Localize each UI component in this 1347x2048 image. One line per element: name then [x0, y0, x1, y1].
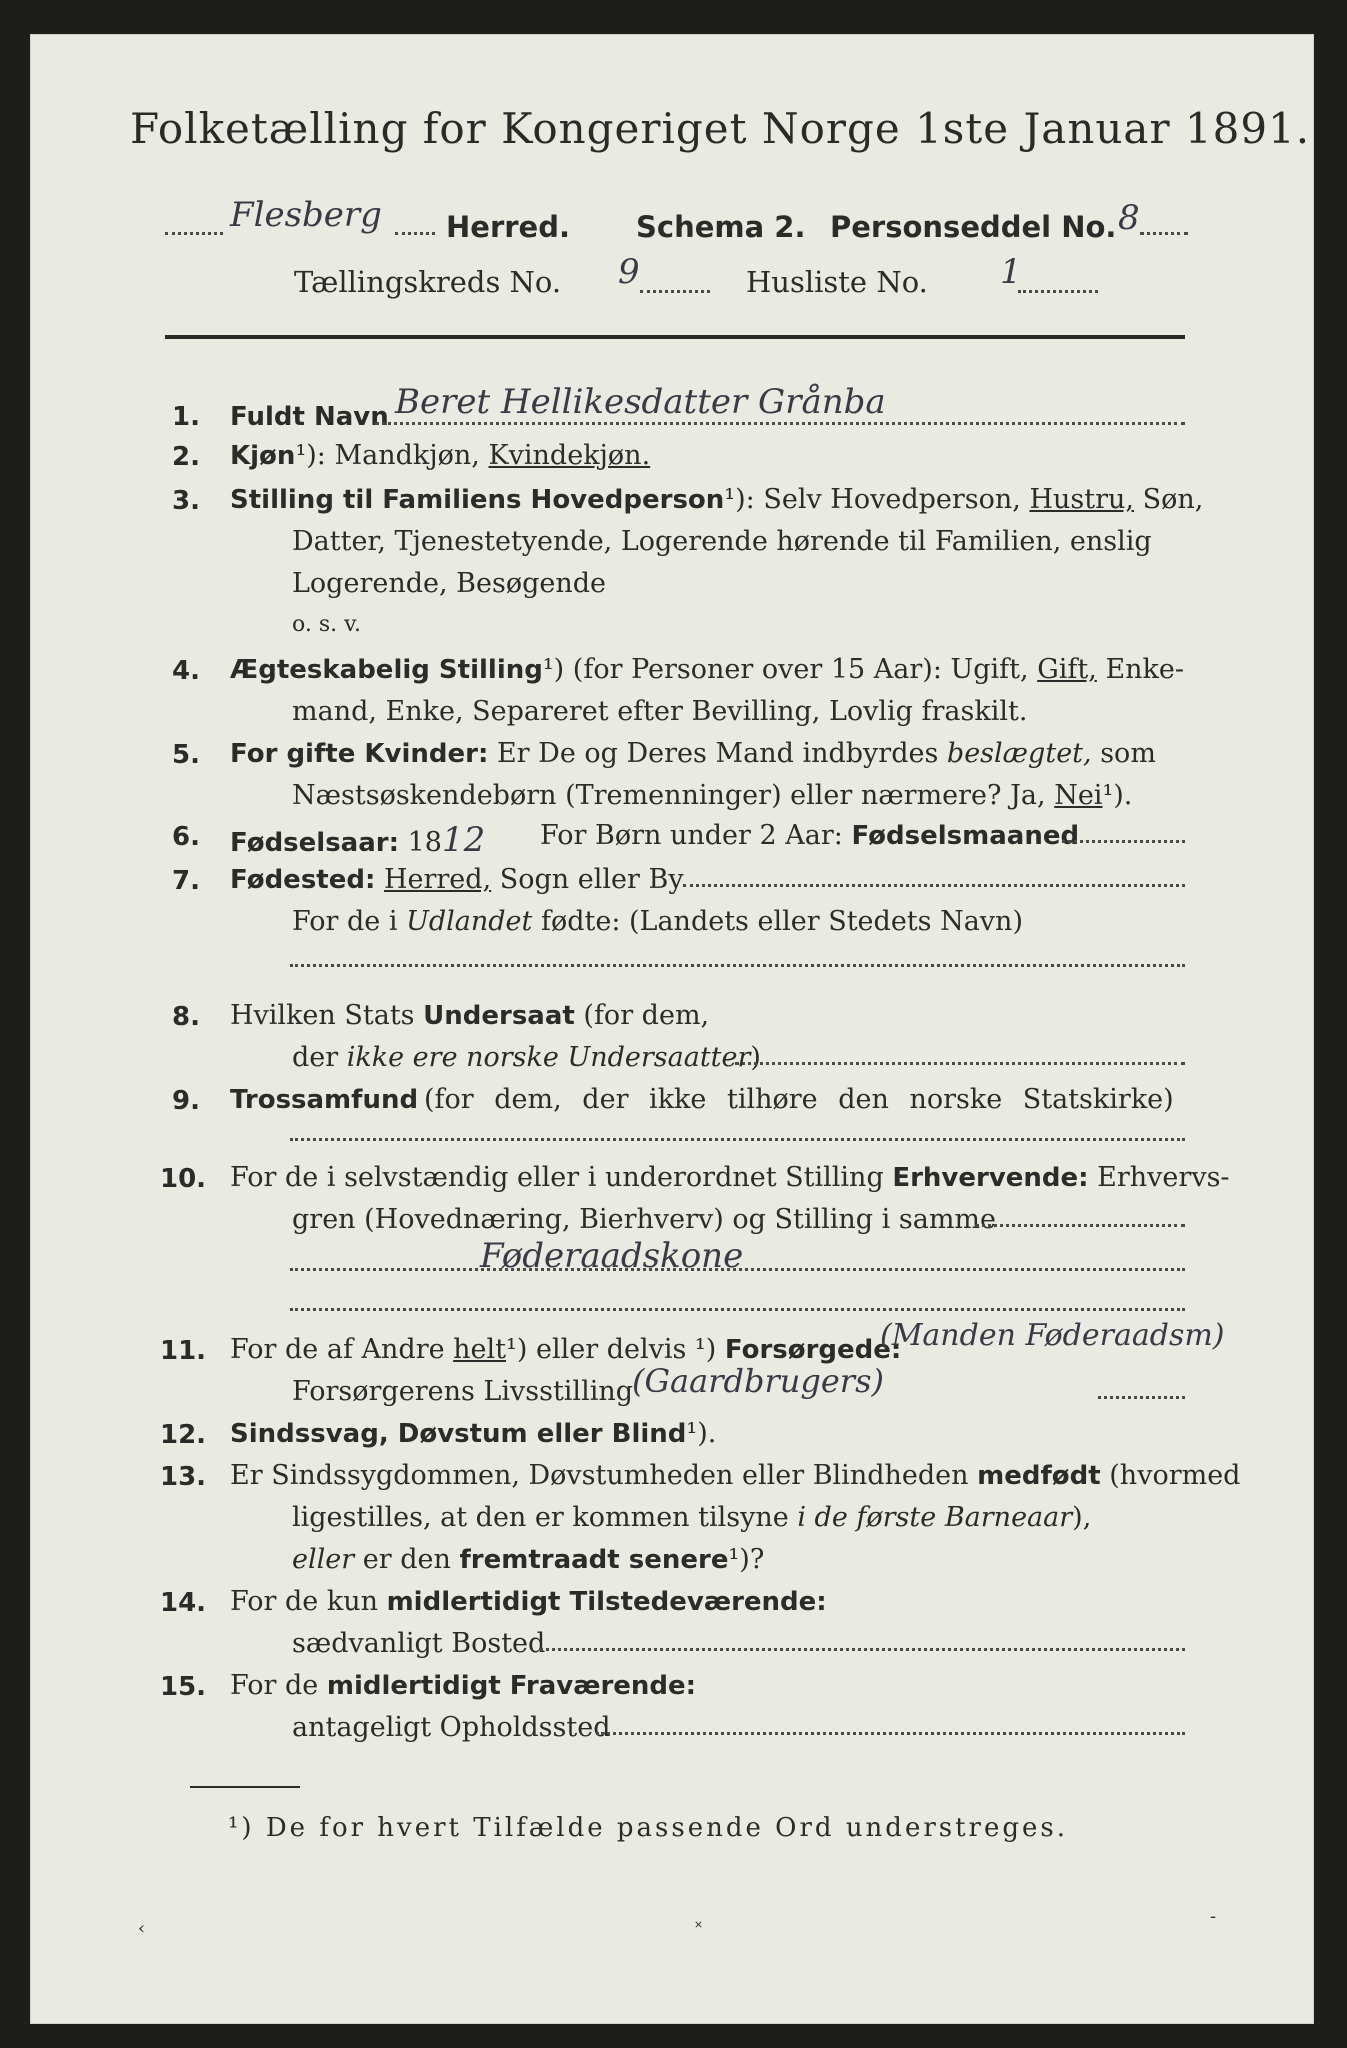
marital-status-text: ¹) (for Personer over 15 Aar): Ugift,: [542, 654, 1029, 685]
religion-text: (for dem, der ikke tilhøre den norske Statskirke): [424, 1084, 1174, 1115]
citizenship-text-italic: ikke ere norske Undersaatter: [346, 1042, 751, 1073]
herred-value: Flesberg: [230, 195, 382, 235]
birth-year-label: Fødselsaar:: [230, 828, 399, 858]
dotted-line: [975, 1224, 1185, 1227]
family-position-option: Søn,: [1142, 484, 1204, 515]
citizenship-text: Hvilken Stats: [230, 1000, 415, 1031]
kreds-value: 9: [618, 252, 640, 292]
marital-status-options: mand, Enke, Separeret efter Bevilling, Lovlig fraskilt.: [292, 696, 1028, 727]
married-women-question-italic: beslægtet,: [946, 738, 1092, 769]
sex-label: Kjøn: [230, 441, 296, 471]
dotted-line: [640, 290, 710, 293]
probable-residence-label: antageligt Opholdssted: [292, 1712, 611, 1743]
birthplace-option-herred: Herred,: [383, 864, 492, 895]
congenital-label: fremtraadt senere: [459, 1545, 729, 1575]
footnote-ref: ¹)?: [728, 1544, 765, 1575]
congenital-text: ligestilles, at den er kommen tilsyne: [292, 1502, 789, 1533]
item-number: 5.: [172, 740, 200, 770]
family-position-label: Stilling til Familiens Hovedperson: [230, 485, 725, 515]
item-number: 7.: [172, 866, 200, 896]
family-position-option-hustru: Hustru,: [1029, 484, 1134, 515]
congenital-text-italic: eller: [292, 1544, 355, 1575]
marital-option: Enke-: [1105, 654, 1184, 685]
footnote: ¹) De for hvert Tilfælde passende Ord understreges.: [228, 1813, 1069, 1843]
item-number: 6.: [172, 822, 200, 852]
dotted-line: [290, 1138, 1185, 1141]
sex-sup: ¹):: [295, 440, 326, 471]
occupation-text: gren (Hovednæring, Bierhverv) og Stilling i samme: [292, 1204, 997, 1235]
provider-occupation-label: Forsørgerens Livsstilling: [292, 1376, 634, 1407]
married-women-question: som: [1100, 738, 1156, 769]
married-women-label: For gifte Kvinder:: [230, 739, 489, 769]
page-mark: ‹: [138, 1918, 146, 1939]
item-number: 13.: [160, 1462, 207, 1492]
form-title: Folketælling for Kongeriget Norge 1ste Januar 1891.: [130, 104, 1311, 153]
dotted-line: [735, 1062, 1185, 1065]
dotted-line: [290, 1308, 1185, 1311]
married-women-question: Næstsøskendebørn (Tremenninger) eller nærmere? Ja,: [292, 780, 1046, 811]
dependency-text: For de af Andre: [230, 1334, 445, 1365]
full-name-value: Beret Hellikesdatter Grånba: [395, 382, 886, 422]
citizenship-text: der: [292, 1042, 339, 1073]
dotted-line: [1062, 840, 1185, 843]
temporary-present-text: For de kun: [230, 1586, 378, 1617]
family-position-sup: ¹):: [724, 484, 755, 515]
religion-label: Trossamfund: [230, 1085, 419, 1115]
usual-residence-label: sædvanligt Bosted: [292, 1628, 546, 1659]
birth-month-label: Fødselsmaaned: [851, 821, 1080, 851]
abroad-text: For de i: [292, 906, 398, 937]
abroad-text: fødte: (Landets eller Stedets Navn): [540, 906, 1023, 937]
dependency-label: Forsørgede:: [724, 1335, 902, 1365]
birth-year-prefix: 18: [407, 827, 442, 858]
item-number: 3.: [172, 486, 200, 516]
dotted-line: [165, 232, 223, 235]
provider-occupation-value: (Gaardbrugers): [632, 1362, 884, 1400]
answer-nei: Nei: [1054, 780, 1103, 811]
item-number: 9.: [172, 1086, 200, 1116]
occupation-text: Erhvervs-: [1097, 1162, 1230, 1193]
dependency-option-helt: helt: [453, 1334, 507, 1365]
full-name-label: Fuldt Navn: [230, 402, 389, 432]
congenital-label: medfødt: [977, 1461, 1101, 1491]
congenital-text: (hvormed: [1109, 1460, 1241, 1491]
header-divider: [165, 335, 1185, 339]
citizenship-text: ): [750, 1042, 761, 1073]
dotted-line: [375, 422, 1185, 425]
footnote-divider: [190, 1786, 300, 1788]
birthplace-label: Fødested:: [230, 865, 376, 895]
citizenship-label: Undersaat: [423, 1001, 575, 1031]
item-number: 10.: [160, 1164, 207, 1194]
temporary-absent-label: midlertidigt Fraværende:: [326, 1671, 697, 1701]
birth-year-value: 12: [441, 820, 486, 860]
occupation-text: For de i selvstændig eller i underordnet Stilling: [230, 1162, 884, 1193]
occupation-value: Føderaadskone: [480, 1236, 744, 1276]
dotted-line: [596, 1732, 1185, 1735]
dotted-line: [1140, 232, 1188, 235]
family-position-etc: o. s. v.: [292, 612, 361, 637]
congenital-text: Er Sindssygdommen, Døvstumheden eller Blindheden: [230, 1460, 969, 1491]
item-number: 15.: [160, 1672, 207, 1702]
item-number: 2.: [172, 442, 200, 472]
item-number: 8.: [172, 1002, 200, 1032]
dependency-value: (Manden Føderaadsm): [880, 1318, 1225, 1353]
birthplace-options: Sogn eller By: [499, 864, 684, 895]
marital-option-gift: Gift,: [1037, 654, 1097, 685]
item-number: 4.: [172, 656, 200, 686]
dotted-line: [1098, 1396, 1185, 1399]
family-position-options: Datter, Tjenestetyende, Logerende hørende til Familien, enslig: [292, 526, 1152, 557]
sex-option-male: Mandkjøn,: [334, 440, 480, 471]
herred-label: Herred.: [446, 210, 570, 244]
citizenship-text: (for dem,: [583, 1000, 710, 1031]
occupation-label: Erhvervende:: [892, 1163, 1089, 1193]
congenital-text: er den: [362, 1544, 451, 1575]
marital-status-label: Ægteskabelig Stilling: [230, 655, 543, 685]
item-number: 12.: [160, 1420, 207, 1450]
husliste-label: Husliste No.: [746, 265, 928, 299]
dotted-line: [683, 884, 1185, 887]
kreds-label: Tællingskreds No.: [294, 265, 562, 299]
abroad-text-italic: Udlandet: [406, 906, 533, 937]
page-mark: ˟: [695, 1918, 702, 1939]
dotted-line: [540, 1648, 1185, 1651]
congenital-text: ),: [1072, 1502, 1092, 1533]
married-women-question: Er De og Deres Mand indbyrdes: [496, 738, 939, 769]
footnote-ref: ¹).: [686, 1418, 717, 1449]
item-number: 1.: [172, 402, 200, 432]
temporary-absent-text: For de: [230, 1670, 319, 1701]
congenital-text-italic: i de første Barneaar: [797, 1502, 1073, 1533]
item-number: 14.: [160, 1588, 207, 1618]
infant-text: For Børn under 2 Aar:: [540, 820, 843, 851]
husliste-value: 1: [1000, 252, 1022, 292]
dotted-line: [290, 964, 1185, 967]
item-number: 11.: [160, 1336, 207, 1366]
family-position-option: Selv Hovedperson,: [763, 484, 1021, 515]
family-position-options: Logerende, Besøgende: [292, 568, 606, 599]
schema-label: Schema 2.: [636, 210, 806, 244]
personseddel-label: Personseddel No.: [830, 210, 1117, 244]
dotted-line: [395, 232, 435, 235]
dotted-line: [1018, 290, 1098, 293]
dotted-line: [290, 1268, 1185, 1271]
dependency-text: ¹) eller delvis ¹): [506, 1334, 717, 1365]
sex-option-female: Kvindekjøn.: [488, 440, 651, 471]
page-mark: ‐: [1210, 1906, 1217, 1927]
disability-label: Sindssvag, Døvstum eller Blind: [230, 1419, 687, 1449]
temporary-present-label: midlertidigt Tilstedeværende:: [386, 1587, 827, 1617]
footnote-ref: ¹).: [1102, 780, 1133, 811]
personseddel-value: 8: [1118, 198, 1140, 238]
